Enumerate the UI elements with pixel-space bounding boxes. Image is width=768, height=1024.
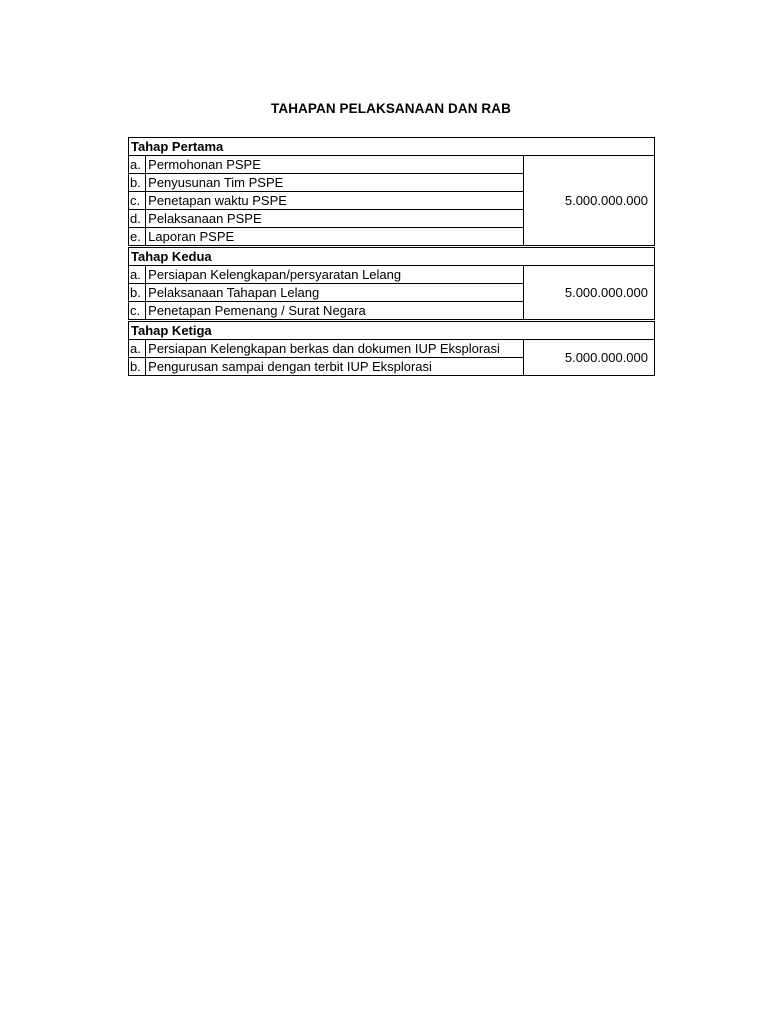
section-amount: 5.000.000.000 [523,340,654,376]
section-header-row [129,247,655,266]
section-title: Tahap Pertama [129,138,655,156]
item-letter: d. [129,210,146,228]
section-title: Tahap Ketiga [129,321,655,340]
table-row [129,266,655,284]
section-header-row [129,138,655,156]
item-letter: c. [129,302,146,321]
item-text: Persiapan Kelengkapan berkas dan dokumen IUP Eksplorasi [146,340,524,358]
table-row [129,156,655,174]
item-letter: b. [129,284,146,302]
rab-table [128,137,655,376]
section-header-row [129,321,655,340]
table-row [129,340,655,358]
document-title: TAHAPAN PELAKSANAAN DAN RAB [271,101,511,116]
item-letter: b. [129,174,146,192]
item-text: Pengurusan sampai dengan terbit IUP Eksplorasi [146,358,524,376]
item-text: Penetapan waktu PSPE [146,192,524,210]
item-text: Persiapan Kelengkapan/persyaratan Lelang [146,266,524,284]
section-amount: 5.000.000.000 [523,156,654,247]
item-text: Permohonan PSPE [146,156,524,174]
item-text: Laporan PSPE [146,228,524,247]
item-text: Penetapan Pemenang / Surat Negara [146,302,524,321]
section-title: Tahap Kedua [129,247,655,266]
item-letter: a. [129,340,146,358]
item-letter: a. [129,156,146,174]
item-letter: b. [129,358,146,376]
item-letter: e. [129,228,146,247]
item-text: Penyusunan Tim PSPE [146,174,524,192]
item-letter: c. [129,192,146,210]
item-text: Pelaksanaan PSPE [146,210,524,228]
item-letter: a. [129,266,146,284]
section-amount: 5.000.000.000 [523,266,654,321]
item-text: Pelaksanaan Tahapan Lelang [146,284,524,302]
